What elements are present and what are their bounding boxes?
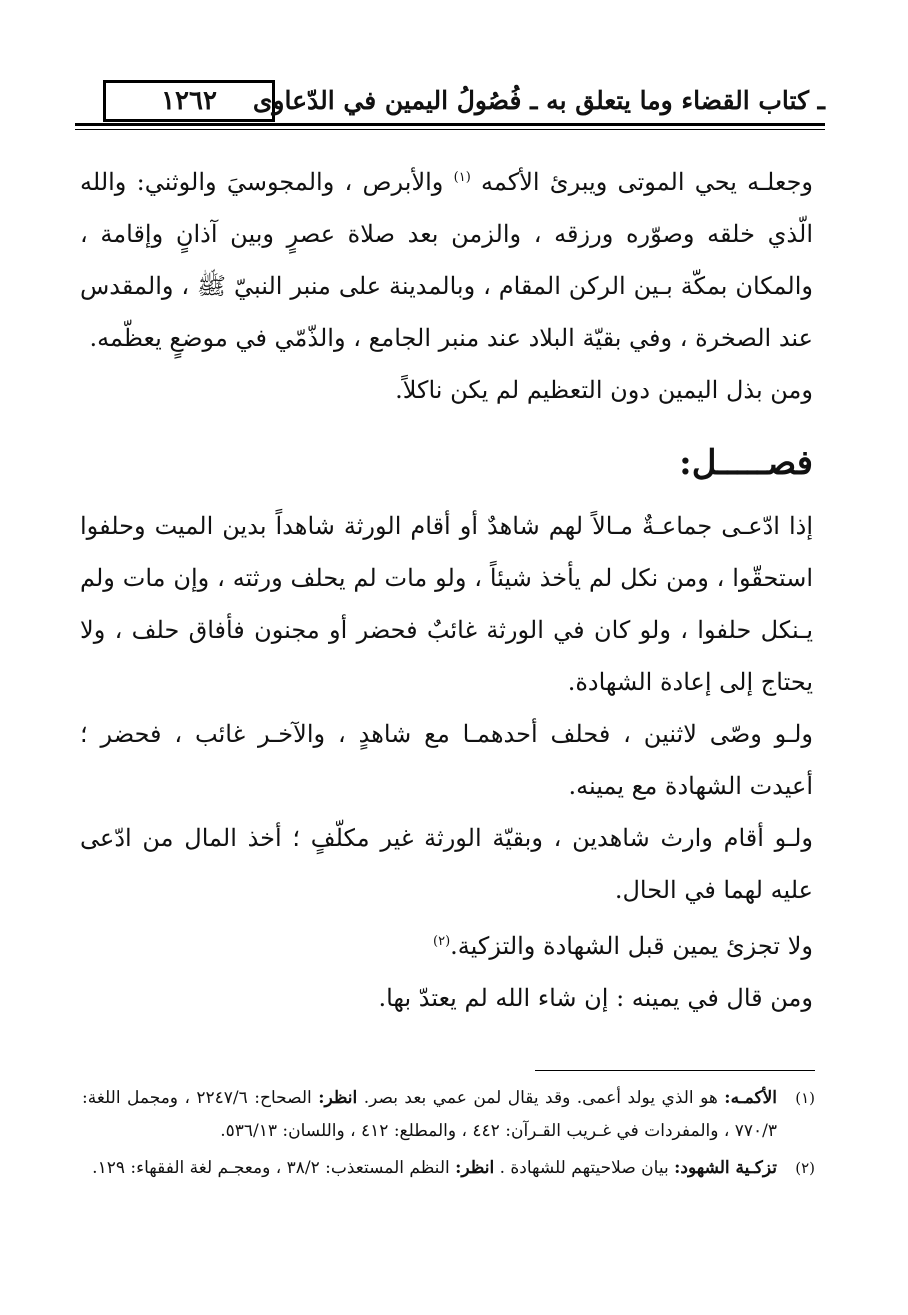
footnote-ref-label: انظر: [318,1088,358,1108]
footnote-ref-label: انظر: [455,1158,495,1178]
footnote-sources: الصحاح: ٢٢٤٧/٦ ، ومجمل اللغة: ٧٧٠/٣ ، والمفردات في غـريب القـرآن: ٤٤٢ ، والمطلع: ٤١٢ ، واللسان: ٥٣٦/١٣. [82,1088,777,1141]
section-heading: فصـــــل: [679,443,813,483]
page-number-box [103,80,275,122]
footnote-number: (٢) [795,1159,815,1177]
footnote-definition: هو الذي يولد أعمى. وقد يقال لمن عمي بعد بصر. [357,1088,725,1108]
footnote-number: (١) [795,1089,815,1107]
page-header [75,80,825,130]
paragraph-text: والأبرص ، والمجوسيَ والوثني: والله الّذي خلقه وصوّره ورزقه ، والزمن بعد صلاة عصرٍ وبين آذانٍ وإقامة ، والمكان بمكّة بـين الركن المقام ، وبالمدينة على منبر النبيّ ﷺ ، والمقدس عند الصخرة ، وفي بقيّة البلاد عند منبر الجامع ، والذّمّي في موضعٍ يعظّمه. [80,168,813,352]
footnote-term: تزكـية الشهود: [674,1158,777,1178]
paragraph-refusal: ومن بذل اليمين دون التعظيم لم يكن ناكلاً. [395,376,813,404]
footnote-2 [82,1152,815,1185]
paragraph-oath-before-testimony [80,916,813,972]
footnote-separator [535,1070,815,1071]
paragraph-heirs-claim: إذا ادّعـى جماعـةٌ مـالاً لهم شاهدٌ أو أقام الورثة شاهداً بدين الميت وحلفوا استحقّوا ، ومن نكل لم يأخذ شيئاً ، ولو مات لم يحلف ورثته ، وإن مات ولم يـنكل حلفوا ، ولو كان في الورثة غائبٌ فحضر أو مجنون فأفاق حلف ، ولا يحتاج إلى إعادة الشهادة. [80,512,813,696]
main-text [80,152,813,1024]
footnote-text [82,1082,777,1148]
header-rule [75,123,825,126]
footnote-marker-1[interactable]: (١) [453,170,471,185]
footnote-term: الأكمـه: [724,1088,778,1108]
footnote-sources: النظم المستعذب: ٣٨/٢ ، ومعجـم لغة الفقهاء: ١٢٩. [92,1158,456,1178]
paragraph-inshallah: ومن قال في يمينه : إن شاء الله لم يعتدّ بها. [378,984,813,1012]
paragraph-two-witnesses: ولـو أقام وارث شاهدين ، وبقيّة الورثة غير مكلّفٍ ؛ أخذ المال من ادّعى عليه لهما في الحال. [80,824,813,904]
footnote-definition: بيان صلاحيتهم للشهادة . [494,1158,675,1178]
paragraph-text: وجعلـه يحي الموتى ويبرئ الأكمه [470,168,813,196]
paragraph-oath-wording [80,152,813,364]
running-title: ـ كتاب القضاء وما يتعلق به ـ فُصُولُ اليمين في الدّعاوى [252,86,825,115]
footnotes [82,1082,815,1189]
footnote-marker-2[interactable]: (٢) [433,934,451,949]
paragraph-text: ولا تجزئ يمين قبل الشهادة والتزكية. [450,932,813,960]
paragraph-bequest: ولـو وصّى لاثنين ، فحلف أحدهمـا مع شاهدٍ ، والآخـر غائب ، فحضر ؛ أعيدت الشهادة مع يمينه. [80,720,814,800]
header-rule-thin [75,129,825,130]
page-number: ١٢٦٢ [161,86,217,116]
footnote-1 [82,1082,815,1148]
footnote-text [82,1152,777,1185]
